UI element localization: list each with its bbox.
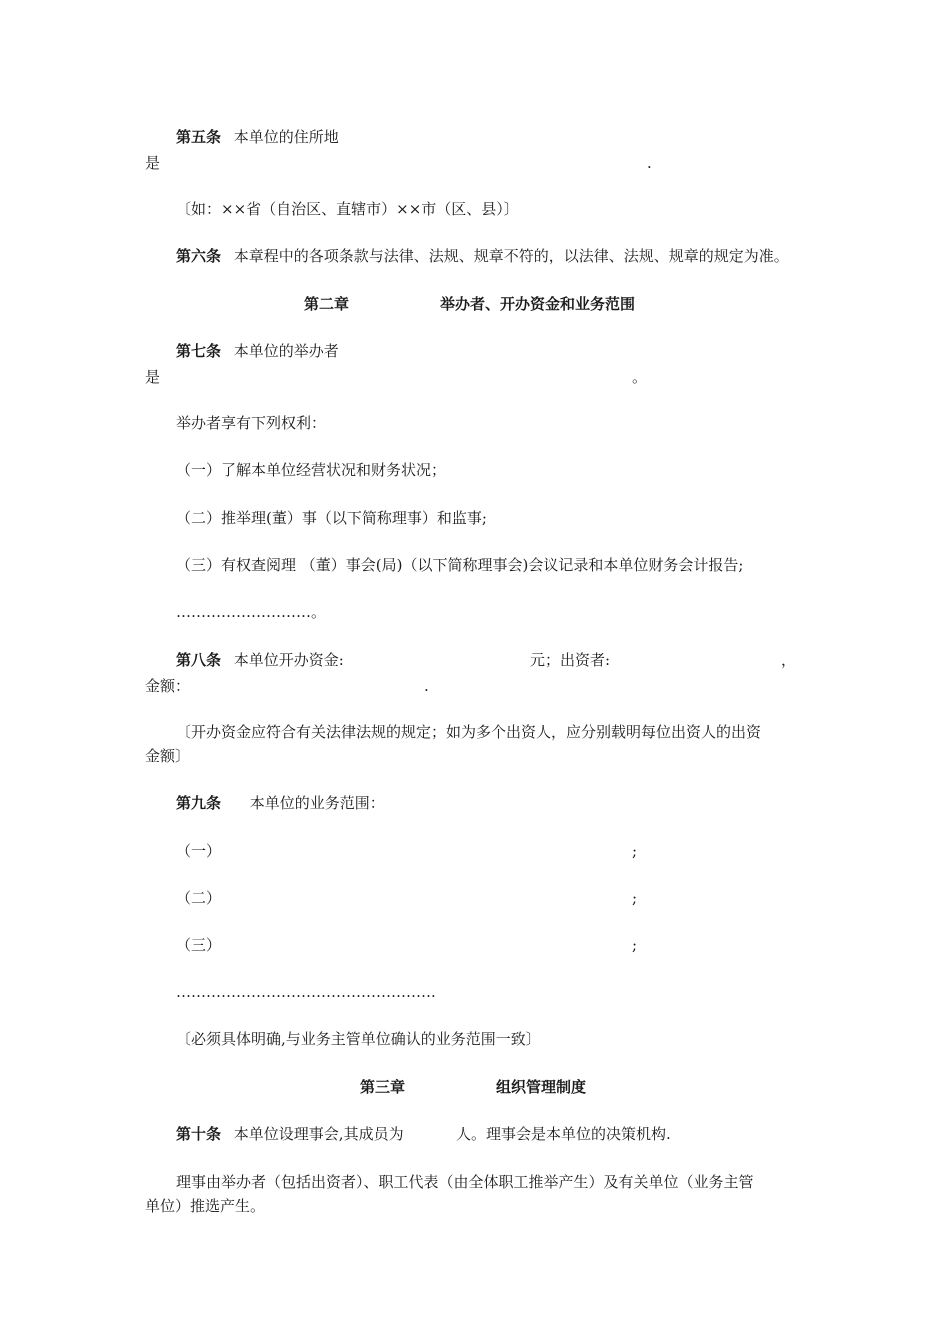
article-5-label: 第五条 <box>176 128 222 146</box>
scope-note: 〔必须具体明确,与业务主管单位确认的业务范围一致〕 <box>176 1030 541 1048</box>
rights-intro: 举办者享有下列权利： <box>176 414 327 432</box>
article-7-label: 第七条 <box>176 342 222 360</box>
article-5-end: . <box>647 154 652 172</box>
chapter-3-title: 组织管理制度 <box>496 1078 587 1096</box>
article-9-text: 本单位的业务范围： <box>249 794 385 812</box>
scope-item-num: （三） <box>176 936 222 954</box>
chapter-3-num: 第三章 <box>360 1078 406 1096</box>
article-10 <box>176 1124 404 1144</box>
article-8-amount: 金额： <box>145 677 191 695</box>
article-8 <box>176 650 344 670</box>
rights-item: （二）推举理(董）事（以下简称理事）和监事; <box>176 509 487 527</box>
article-6 <box>176 246 789 266</box>
article-5-note: 〔如：××省（自治区、直辖市）××市（区、县）〕 <box>176 200 519 218</box>
chapter-2-title: 举办者、开办资金和业务范围 <box>440 295 636 313</box>
rights-item: （三）有权查阅理 （董）事会(局)（以下简称理事会)会议记录和本单位财务会计报告; <box>176 556 744 574</box>
article-5 <box>176 127 339 147</box>
article-8-yuan: 元；出资者: <box>530 651 611 669</box>
article-10-p2-line1: 理事由举办者（包括出资者）、职工代表（由全体职工推举产生）及有关单位（业务主管 <box>176 1173 754 1191</box>
article-8-note-line2: 金额〕 <box>145 747 191 765</box>
article-10-p2-line2: 单位）推选产生。 <box>145 1197 266 1215</box>
scope-item-end: ; <box>632 936 638 954</box>
article-10-text: 本单位设理事会,其成员为 <box>233 1125 404 1143</box>
scope-item-end: ; <box>632 889 638 907</box>
chapter-2-num: 第二章 <box>304 295 350 313</box>
article-8-note-line1: 〔开办资金应符合有关法律法规的规定；如为多个出资人，应分别载明每位出资人的出资 <box>176 723 762 741</box>
article-8-label: 第八条 <box>176 651 222 669</box>
article-7-shi: 是 <box>145 368 161 386</box>
scope-item-end: ; <box>632 842 638 860</box>
article-7-text: 本单位的举办者 <box>233 342 339 360</box>
article-7-end: 。 <box>632 368 648 386</box>
article-5-text: 本单位的住所地 <box>233 128 339 146</box>
article-5-shi: 是 <box>145 154 161 172</box>
article-6-text: 本章程中的各项条款与法律、法规、规章不符的，以法律、法规、规章的规定为准。 <box>233 247 789 265</box>
article-8-comma: ， <box>781 651 797 669</box>
scope-ellipsis: ……………………………………………. <box>176 983 436 1001</box>
rights-ellipsis: ………………………。 <box>176 603 327 621</box>
article-7 <box>176 341 339 361</box>
article-6-label: 第六条 <box>176 247 222 265</box>
scope-item-num: （二） <box>176 889 222 907</box>
article-8-text: 本单位开办资金: <box>233 651 344 669</box>
scope-item-num: （一） <box>176 842 222 860</box>
article-9-label: 第九条 <box>176 794 222 812</box>
article-9 <box>176 793 385 813</box>
article-10-label: 第十条 <box>176 1125 222 1143</box>
article-8-end: . <box>424 677 429 695</box>
rights-item: （一）了解本单位经营状况和财务状况； <box>176 461 447 479</box>
article-10-text-2: 人。理事会是本单位的决策机构. <box>456 1125 671 1143</box>
